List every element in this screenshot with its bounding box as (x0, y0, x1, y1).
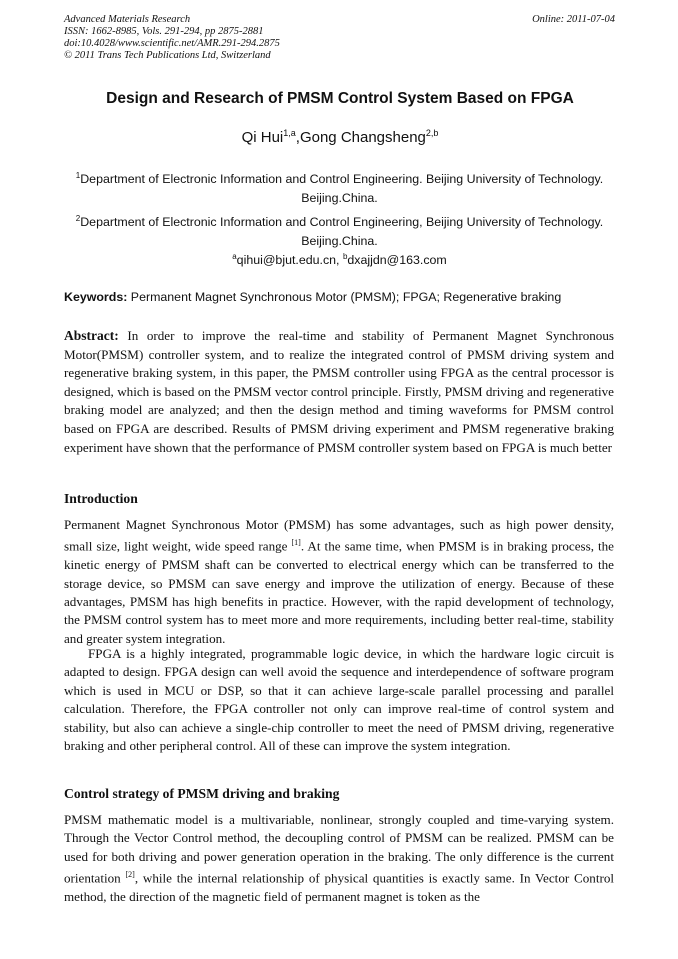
affiliation-2-text: Department of Electronic Information and Control Engineering, Beijing University of Technology. Beijing.China. (80, 215, 604, 249)
control-paragraph-1-part-a: PMSM mathematic model is a multivariable, nonlinear, strongly coupled and time-varying system. Through the Vector Control method, the decoupling control of PMSM can be realized. PMSM can be used for both driving and power generation operation in the braking. The only difference is the current orientation (64, 812, 614, 886)
paper-title: Design and Research of PMSM Control System Based on FPGA (106, 90, 574, 107)
author-separator: , (295, 129, 300, 146)
section-heading-control-strategy: Control strategy of PMSM driving and braking (64, 786, 340, 801)
affiliation-1-sup: 1 (75, 171, 81, 180)
intro-paragraph-1-part-b: . At the same time, when PMSM is in braking process, the kinetic energy of PMSM shaft can be converted to electrical energy which can be transferred to the storage device, so PMSM can save energy and improve the utilization of energy. Because of these advantages, PMSM has high benefits in practice. However, with the rapid development of technology, the PMSM control system has to meet more and more requirements, including better real-time, stability and greater system integration. (64, 538, 614, 646)
section-heading-introduction: Introduction (64, 491, 138, 506)
journal-header (64, 14, 615, 62)
abstract-label: Abstract: (64, 328, 119, 343)
keywords-text: Permanent Magnet Synchronous Motor (PMSM); FPGA; Regenerative braking (127, 290, 562, 304)
author-2-name: Gong Changsheng (299, 129, 426, 146)
control-paragraph-1 (64, 811, 614, 906)
affiliation-1-text: Department of Electronic Information and Control Engineering. Beijing University of Technology. Beijing.China. (80, 172, 604, 206)
journal-name: Advanced Materials Research (64, 14, 191, 25)
abstract (64, 327, 614, 457)
affiliation-1 (64, 166, 615, 208)
abstract-text: In order to improve the real-time and stability of Permanent Magnet Synchronous Motor(PMSM) controller system, and to realize the integrated control of PMSM driving system and regenerative braking system, in this paper, the PMSM controller using FPGA as the central processor is designed, which is based on the PMSM vector control principle. Firstly, PMSM driving and regenerative braking model are analyzed; and then the design method and timing waveforms for PMSM control based on FPGA are described. Results of PMSM driving experiment and PMSM regenerative braking experiment have shown that the performance of PMSM controller system based on FPGA is much better (64, 328, 614, 455)
journal-copyright: © 2011 Trans Tech Publications Ltd, Switzerland (64, 50, 271, 61)
author-2-sup: 2,b (425, 128, 439, 138)
control-paragraph-1-part-b: , while the internal relationship of physical quantities is exactly same. In Vector Control method, the direction of the magnetic field of permanent magnet is token as the (64, 870, 615, 904)
citation-ref-2: [2] (125, 870, 135, 880)
intro-paragraph-1-part-a: Permanent Magnet Synchronous Motor (PMSM) has some advantages, such as high power density, small size, light weight, wide speed range (64, 517, 614, 554)
email-b-sup: b (342, 252, 348, 261)
author-emails (64, 252, 615, 267)
affiliation-2 (64, 209, 615, 251)
citation-ref-1: [1] (291, 538, 301, 548)
journal-doi: doi:10.4028/www.scientific.net/AMR.291-294.2875 (64, 38, 280, 49)
email-b: dxajjdn@163.com (347, 253, 447, 268)
keywords-label: Keywords: (64, 290, 128, 304)
email-a-sup: a (232, 252, 237, 261)
affiliation-2-sup: 2 (75, 214, 81, 223)
author-1-sup: 1,a (283, 128, 296, 138)
journal-issn: ISSN: 1662-8985, Vols. 291-294, pp 2875-2881 (64, 26, 264, 37)
intro-paragraph-1 (64, 516, 614, 648)
intro-paragraph-2: FPGA is a highly integrated, programmable logic device, in which the hardware logic circuit is adapted to design. FPGA design can well avoid the sequence and interdependence of software program which is used in MCU or DSP, so that it can achieve large-scale parallel processing and parallel calculation. Therefore, the FPGA controller not only can improve real-time of control system and stability, but also can achieve a single-chip controller to meet the need of PMSM driving, regenerative braking and other peripheral control. All of these can improve the system integration. (64, 646, 614, 754)
author-1-name: Qi Hui (241, 129, 284, 146)
online-date: Online: 2011-07-04 (532, 14, 615, 25)
email-a: qihui@bjut.edu.cn, (236, 253, 343, 268)
author-list (40, 128, 640, 146)
keywords (64, 290, 624, 304)
